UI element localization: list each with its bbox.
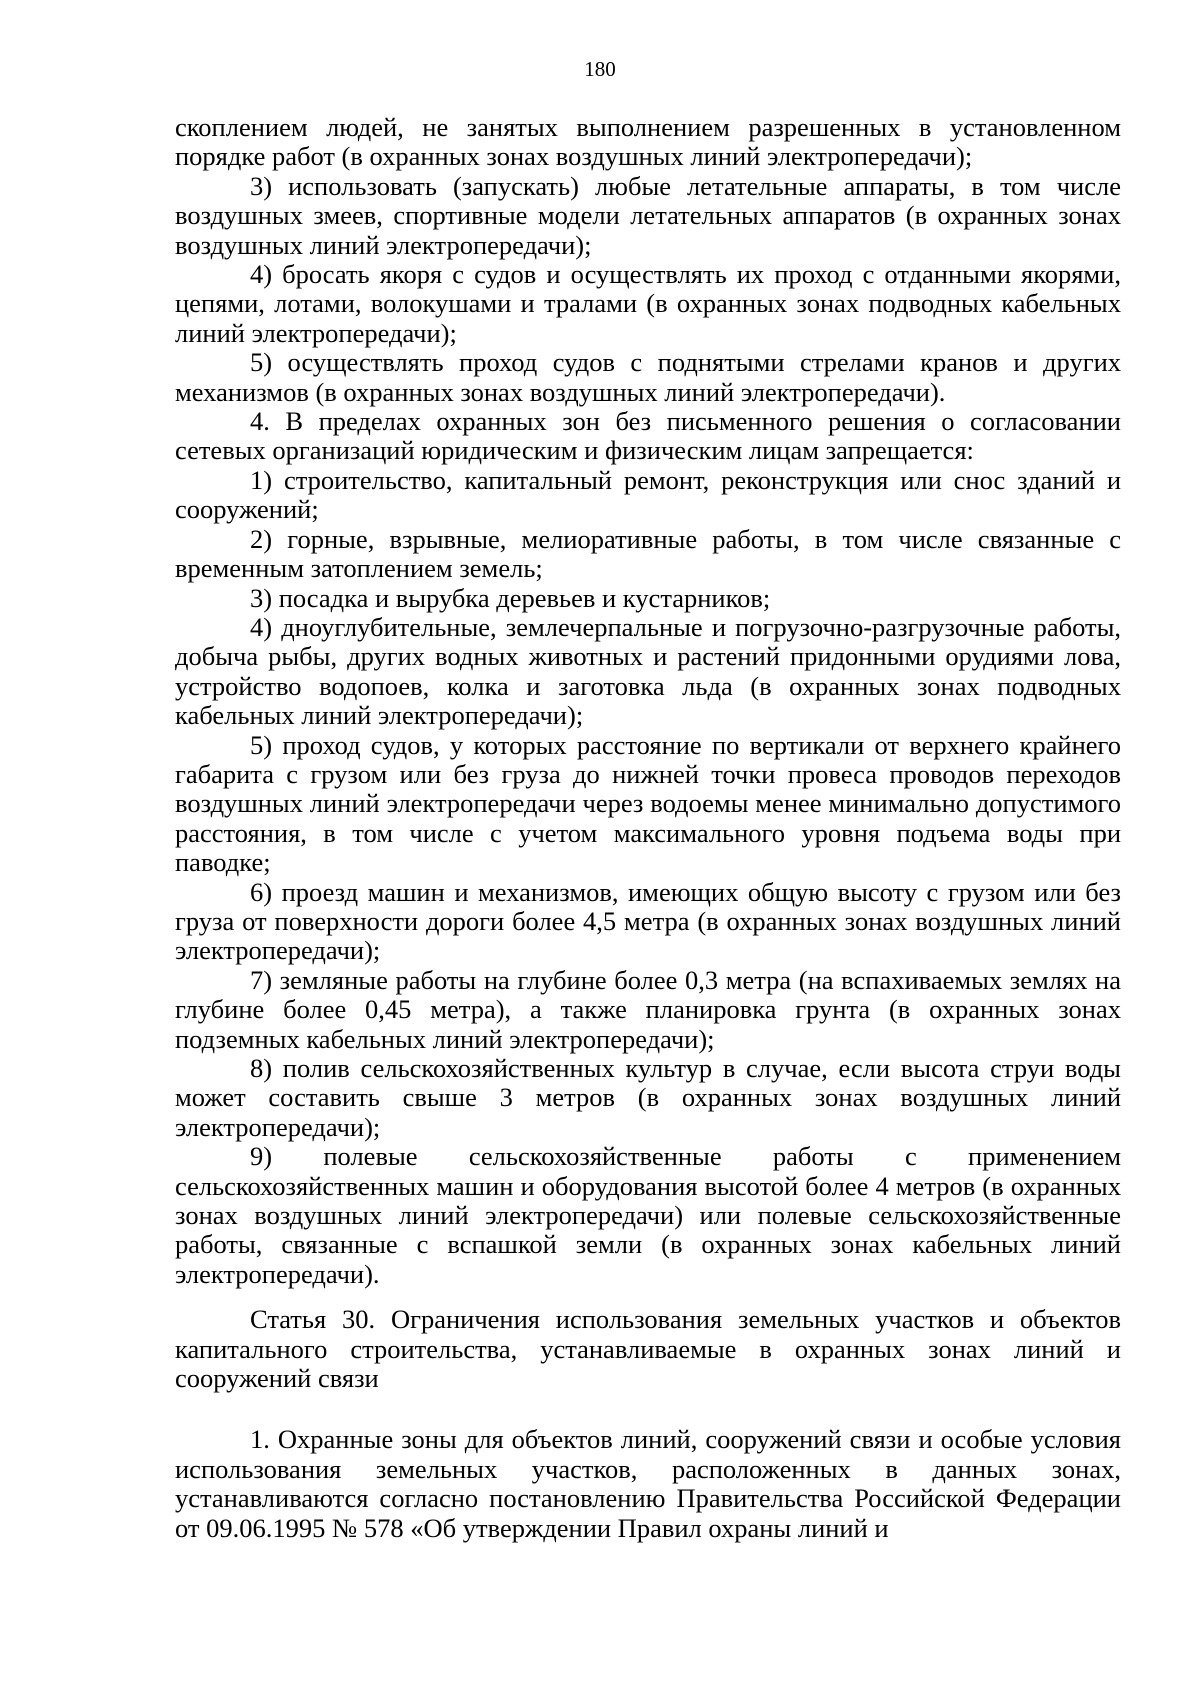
article-heading: Статья 30. Ограничения использования земельных участков и объектов капитального строительства, устанавливаемые в охранных зонах линий и сооружений связи bbox=[175, 1304, 1121, 1394]
list-item-4: 4) бросать якоря с судов и осуществлять их проход с отданными якорями, цепями, лотами, волокушами и тралами (в охранных зонах подводных кабельных линий электропередачи); bbox=[175, 259, 1121, 348]
restriction-item-7: 7) земляные работы на глубине более 0,3 метра (на вспахиваемых землях на глубине более 0,45 метра), а также планировка грунта (в охранных зонах подземных кабельных линий электропередачи); bbox=[175, 964, 1121, 1054]
paragraph-continuation: скоплением людей, не занятых выполнением разрешенных в установленном порядке работ (в охранных зонах воздушных линий электропередачи); bbox=[175, 112, 1121, 172]
restriction-item-6: 6) проезд машин и механизмов, имеющих общую высоту с грузом или без груза от поверхности дороги более 4,5 метра (в охранных зонах воздушных линий электропередачи); bbox=[175, 876, 1121, 966]
document-body bbox=[175, 113, 1121, 1543]
restriction-item-4: 4) дноуглубительные, землечерпальные и погрузочно-разгрузочные работы, добыча рыбы, других водных животных и растений придонными орудиями лова, устройство водопоев, колка и заготовка льда (в охранных зонах подводных кабельных линий электропередачи); bbox=[175, 611, 1121, 731]
spacer bbox=[175, 1393, 1121, 1425]
restriction-item-3: 3) посадка и вырубка деревьев и кустарников; bbox=[250, 582, 771, 613]
restriction-item-9: 9) полевые сельскохозяйственные работы с применением сельскохозяйственных машин и оборудования высотой более 4 метров (в охранных зонах воздушных линий электропередачи) или полевые сельскохозяйственные работы, связанные с вспашкой земли (в охранных зонах кабельных линий электропередачи). bbox=[175, 1141, 1121, 1289]
list-item-5: 5) осуществлять проход судов с поднятыми стрелами кранов и других механизмов (в охранных зонах воздушных линий электропередачи). bbox=[175, 347, 1121, 407]
restriction-item-8: 8) полив сельскохозяйственных культур в случае, если высота струи воды может составить свыше 3 метров (в охранных зонах воздушных линий электропередачи); bbox=[175, 1053, 1121, 1142]
restriction-item-2: 2) горные, взрывные, мелиоративные работы, в том числе связанные с временным затоплением земель; bbox=[175, 523, 1121, 584]
restriction-item-1: 1) строительство, капитальный ремонт, реконструкция или снос зданий и сооружений; bbox=[175, 464, 1121, 525]
section-4-paragraph: 4. В пределах охранных зон без письменного решения о согласовании сетевых организаций юридическим и физическим лицам запрещается: bbox=[175, 406, 1121, 466]
article-paragraph-1: 1. Охранные зоны для объектов линий, сооружений связи и особые условия использования земельных участков, расположенных в данных зонах, устанавливаются согласно постановлению Правительства Российской Федерации от 09.06.1995 № 578 «Об утверждении Правил охраны линий и bbox=[175, 1424, 1121, 1543]
page-number: 180 bbox=[584, 57, 616, 81]
list-item-3: 3) использовать (запускать) любые летательные аппараты, в том числе воздушных змеев, спортивные модели летательных аппаратов (в охранных зонах воздушных линий электропередачи); bbox=[175, 170, 1121, 260]
restriction-item-5: 5) проход судов, у которых расстояние по вертикали от верхнего крайнего габарита с грузом или без груза до нижней точки провеса проводов переходов воздушных линий электропередачи через водоемы менее минимально допустимого расстояния, в том числе с учетом максимального уровня подъема воды при паводке; bbox=[175, 729, 1121, 878]
spacer bbox=[175, 1289, 1121, 1305]
